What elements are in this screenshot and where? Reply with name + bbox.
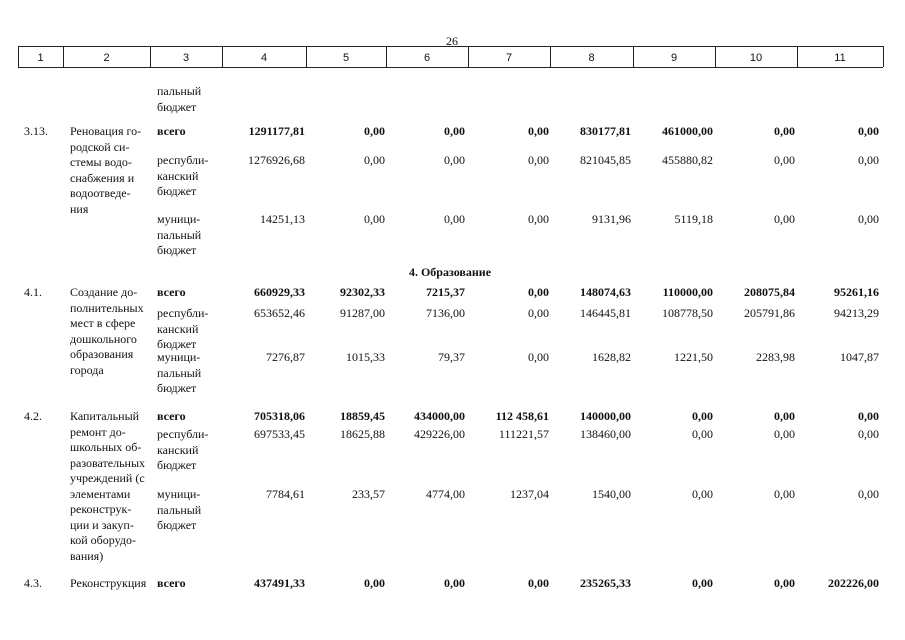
amount-cell: 110000,00 bbox=[662, 285, 713, 299]
section-heading: 4. Образование bbox=[408, 265, 492, 279]
row-name: Реконструкция bbox=[70, 576, 147, 590]
amount-cell: 112 458,61 bbox=[495, 409, 549, 423]
budget-source-label: муници- bbox=[157, 350, 201, 364]
header-bottom-border bbox=[18, 67, 883, 68]
row-name: ции и закуп- bbox=[70, 517, 134, 532]
row-name: снабжения и bbox=[70, 170, 135, 185]
amount-cell: 1237,04 bbox=[510, 487, 549, 501]
amount-cell: 434000,00 bbox=[414, 409, 465, 423]
amount-cell: 9131,96 bbox=[592, 212, 631, 226]
row-number: 4.1. bbox=[24, 285, 42, 299]
row-name: города bbox=[70, 362, 104, 377]
amount-cell: 0,00 bbox=[528, 124, 549, 138]
carry-over-budget-label: пальный bbox=[157, 84, 202, 98]
budget-source-label: бюджет bbox=[157, 381, 197, 395]
amount-cell: 1015,33 bbox=[346, 350, 385, 364]
amount-cell: 0,00 bbox=[692, 487, 713, 501]
amount-cell: 0,00 bbox=[774, 576, 795, 590]
amount-cell: 208075,84 bbox=[744, 285, 795, 299]
amount-cell: 455880,82 bbox=[662, 153, 713, 167]
column-header-11: 11 bbox=[834, 52, 846, 64]
amount-cell: 0,00 bbox=[364, 124, 385, 138]
budget-source-label: республи- bbox=[157, 306, 209, 320]
amount-cell: 2283,98 bbox=[756, 350, 795, 364]
amount-cell: 1221,50 bbox=[674, 350, 713, 364]
amount-cell: 4774,00 bbox=[426, 487, 465, 501]
amount-cell: 0,00 bbox=[692, 576, 713, 590]
amount-cell: 0,00 bbox=[364, 153, 385, 167]
amount-cell: 0,00 bbox=[858, 487, 879, 501]
amount-cell: 821045,85 bbox=[580, 153, 631, 167]
amount-cell: 7784,61 bbox=[266, 487, 305, 501]
carry-over-budget-label: бюджет bbox=[157, 99, 197, 114]
row-name: полнительных bbox=[70, 300, 144, 315]
row-name: учреждений (с bbox=[70, 471, 145, 485]
column-header-10: 10 bbox=[749, 52, 763, 64]
amount-cell: 705318,06 bbox=[254, 409, 305, 423]
budget-source-label: муници- bbox=[157, 487, 201, 501]
row-name: родской си- bbox=[70, 139, 130, 154]
amount-cell: 0,00 bbox=[528, 212, 549, 226]
amount-cell: 92302,33 bbox=[340, 285, 385, 299]
row-name: стемы водо- bbox=[70, 155, 132, 169]
amount-cell: 140000,00 bbox=[580, 409, 631, 423]
row-name: ния bbox=[70, 201, 89, 216]
amount-cell: 437491,33 bbox=[254, 576, 305, 590]
amount-cell: 653652,46 bbox=[254, 306, 305, 320]
amount-cell: 0,00 bbox=[774, 153, 795, 167]
budget-source-label: пальный bbox=[157, 227, 202, 242]
amount-cell: 0,00 bbox=[364, 212, 385, 226]
amount-cell: 0,00 bbox=[774, 124, 795, 138]
row-name: реконструк- bbox=[70, 502, 132, 516]
amount-cell: 14251,13 bbox=[260, 212, 305, 226]
row-name: Создание до- bbox=[70, 285, 138, 299]
row-name: Капитальный bbox=[70, 409, 140, 423]
budget-source-label: пальный bbox=[157, 502, 202, 517]
row-name: ремонт до- bbox=[70, 424, 126, 439]
amount-cell: 0,00 bbox=[528, 306, 549, 320]
amount-cell: 830177,81 bbox=[580, 124, 631, 138]
row-number: 4.3. bbox=[24, 576, 42, 590]
amount-cell: 1628,82 bbox=[592, 350, 631, 364]
amount-cell: 18625,88 bbox=[340, 427, 385, 441]
amount-cell: 0,00 bbox=[858, 427, 879, 441]
budget-source-label: республи- bbox=[157, 153, 209, 167]
row-number: 4.2. bbox=[24, 409, 42, 423]
amount-cell: 0,00 bbox=[528, 350, 549, 364]
amount-cell: 79,37 bbox=[438, 350, 465, 364]
amount-cell: 0,00 bbox=[774, 409, 795, 423]
amount-cell: 0,00 bbox=[858, 212, 879, 226]
amount-cell: 18859,45 bbox=[340, 409, 385, 423]
amount-cell: 0,00 bbox=[444, 124, 465, 138]
amount-cell: 205791,86 bbox=[744, 306, 795, 320]
budget-source-label: республи- bbox=[157, 427, 209, 441]
column-header-3: 3 bbox=[182, 52, 190, 64]
amount-cell: 108778,50 bbox=[662, 306, 713, 320]
amount-cell: 146445,81 bbox=[580, 306, 631, 320]
amount-cell: 0,00 bbox=[692, 427, 713, 441]
amount-cell: 0,00 bbox=[858, 409, 879, 423]
amount-cell: 0,00 bbox=[528, 153, 549, 167]
budget-source-label: бюджет bbox=[157, 518, 197, 532]
amount-cell: 1291177,81 bbox=[248, 124, 305, 138]
header-top-border bbox=[18, 46, 883, 47]
amount-cell: 0,00 bbox=[774, 427, 795, 441]
amount-cell: 1276926,68 bbox=[248, 153, 305, 167]
row-name: разовательных bbox=[70, 455, 146, 470]
column-header-6: 6 bbox=[423, 52, 431, 64]
row-name: элементами bbox=[70, 486, 131, 501]
amount-cell: 148074,63 bbox=[580, 285, 631, 299]
amount-cell: 7276,87 bbox=[266, 350, 305, 364]
amount-cell: 233,57 bbox=[352, 487, 385, 501]
budget-source-label: бюджет bbox=[157, 184, 197, 198]
budget-source-label: бюджет bbox=[157, 243, 197, 257]
budget-source-label: канский bbox=[157, 168, 199, 183]
budget-source-label: всего bbox=[157, 576, 186, 590]
budget-source-label: бюджет bbox=[157, 458, 197, 472]
budget-source-label: канский bbox=[157, 321, 199, 336]
amount-cell: 235265,33 bbox=[580, 576, 631, 590]
row-name: Реновация го- bbox=[70, 124, 142, 138]
row-name: дошкольного bbox=[70, 331, 137, 346]
amount-cell: 461000,00 bbox=[662, 124, 713, 138]
amount-cell: 1540,00 bbox=[592, 487, 631, 501]
budget-source-label: бюджет bbox=[157, 337, 197, 351]
amount-cell: 7136,00 bbox=[426, 306, 465, 320]
column-header-9: 9 bbox=[670, 52, 678, 64]
amount-cell: 0,00 bbox=[444, 153, 465, 167]
amount-cell: 0,00 bbox=[692, 409, 713, 423]
amount-cell: 0,00 bbox=[444, 212, 465, 226]
column-header-1: 1 bbox=[37, 52, 44, 64]
amount-cell: 138460,00 bbox=[580, 427, 631, 441]
amount-cell: 111221,57 bbox=[498, 427, 549, 441]
row-name: образования bbox=[70, 347, 134, 361]
row-name: вания) bbox=[70, 548, 104, 563]
amount-cell: 0,00 bbox=[774, 212, 795, 226]
amount-cell: 660929,33 bbox=[254, 285, 305, 299]
amount-cell: 94213,29 bbox=[834, 306, 879, 320]
page-number: 26 bbox=[446, 34, 458, 48]
column-header-7: 7 bbox=[505, 52, 513, 64]
amount-cell: 95261,16 bbox=[834, 285, 879, 299]
amount-cell: 0,00 bbox=[528, 285, 549, 299]
budget-source-label: пальный bbox=[157, 365, 202, 380]
column-header-5: 5 bbox=[342, 52, 350, 64]
amount-cell: 7215,37 bbox=[426, 285, 465, 299]
row-name: мест в сфере bbox=[70, 316, 136, 330]
budget-source-label: канский bbox=[157, 442, 199, 457]
amount-cell: 0,00 bbox=[774, 487, 795, 501]
amount-cell: 0,00 bbox=[528, 576, 549, 590]
header-divider bbox=[883, 46, 884, 67]
budget-source-label: всего bbox=[157, 285, 186, 299]
amount-cell: 202226,00 bbox=[828, 576, 879, 590]
amount-cell: 5119,18 bbox=[674, 212, 713, 226]
budget-source-label: всего bbox=[157, 124, 186, 138]
amount-cell: 0,00 bbox=[858, 153, 879, 167]
amount-cell: 697533,45 bbox=[254, 427, 305, 441]
column-header-2: 2 bbox=[103, 52, 110, 64]
amount-cell: 0,00 bbox=[858, 124, 879, 138]
amount-cell: 0,00 bbox=[444, 576, 465, 590]
budget-source-label: муници- bbox=[157, 212, 201, 226]
amount-cell: 429226,00 bbox=[414, 427, 465, 441]
amount-cell: 1047,87 bbox=[840, 350, 879, 364]
row-name: водоотведе- bbox=[70, 186, 131, 200]
amount-cell: 91287,00 bbox=[340, 306, 385, 320]
column-header-8: 8 bbox=[588, 52, 595, 64]
amount-cell: 0,00 bbox=[364, 576, 385, 590]
row-number: 3.13. bbox=[24, 124, 48, 138]
budget-source-label: всего bbox=[157, 409, 186, 423]
row-name: кой оборудо- bbox=[70, 533, 136, 547]
column-header-4: 4 bbox=[260, 52, 268, 64]
row-name: школьных об- bbox=[70, 440, 142, 454]
